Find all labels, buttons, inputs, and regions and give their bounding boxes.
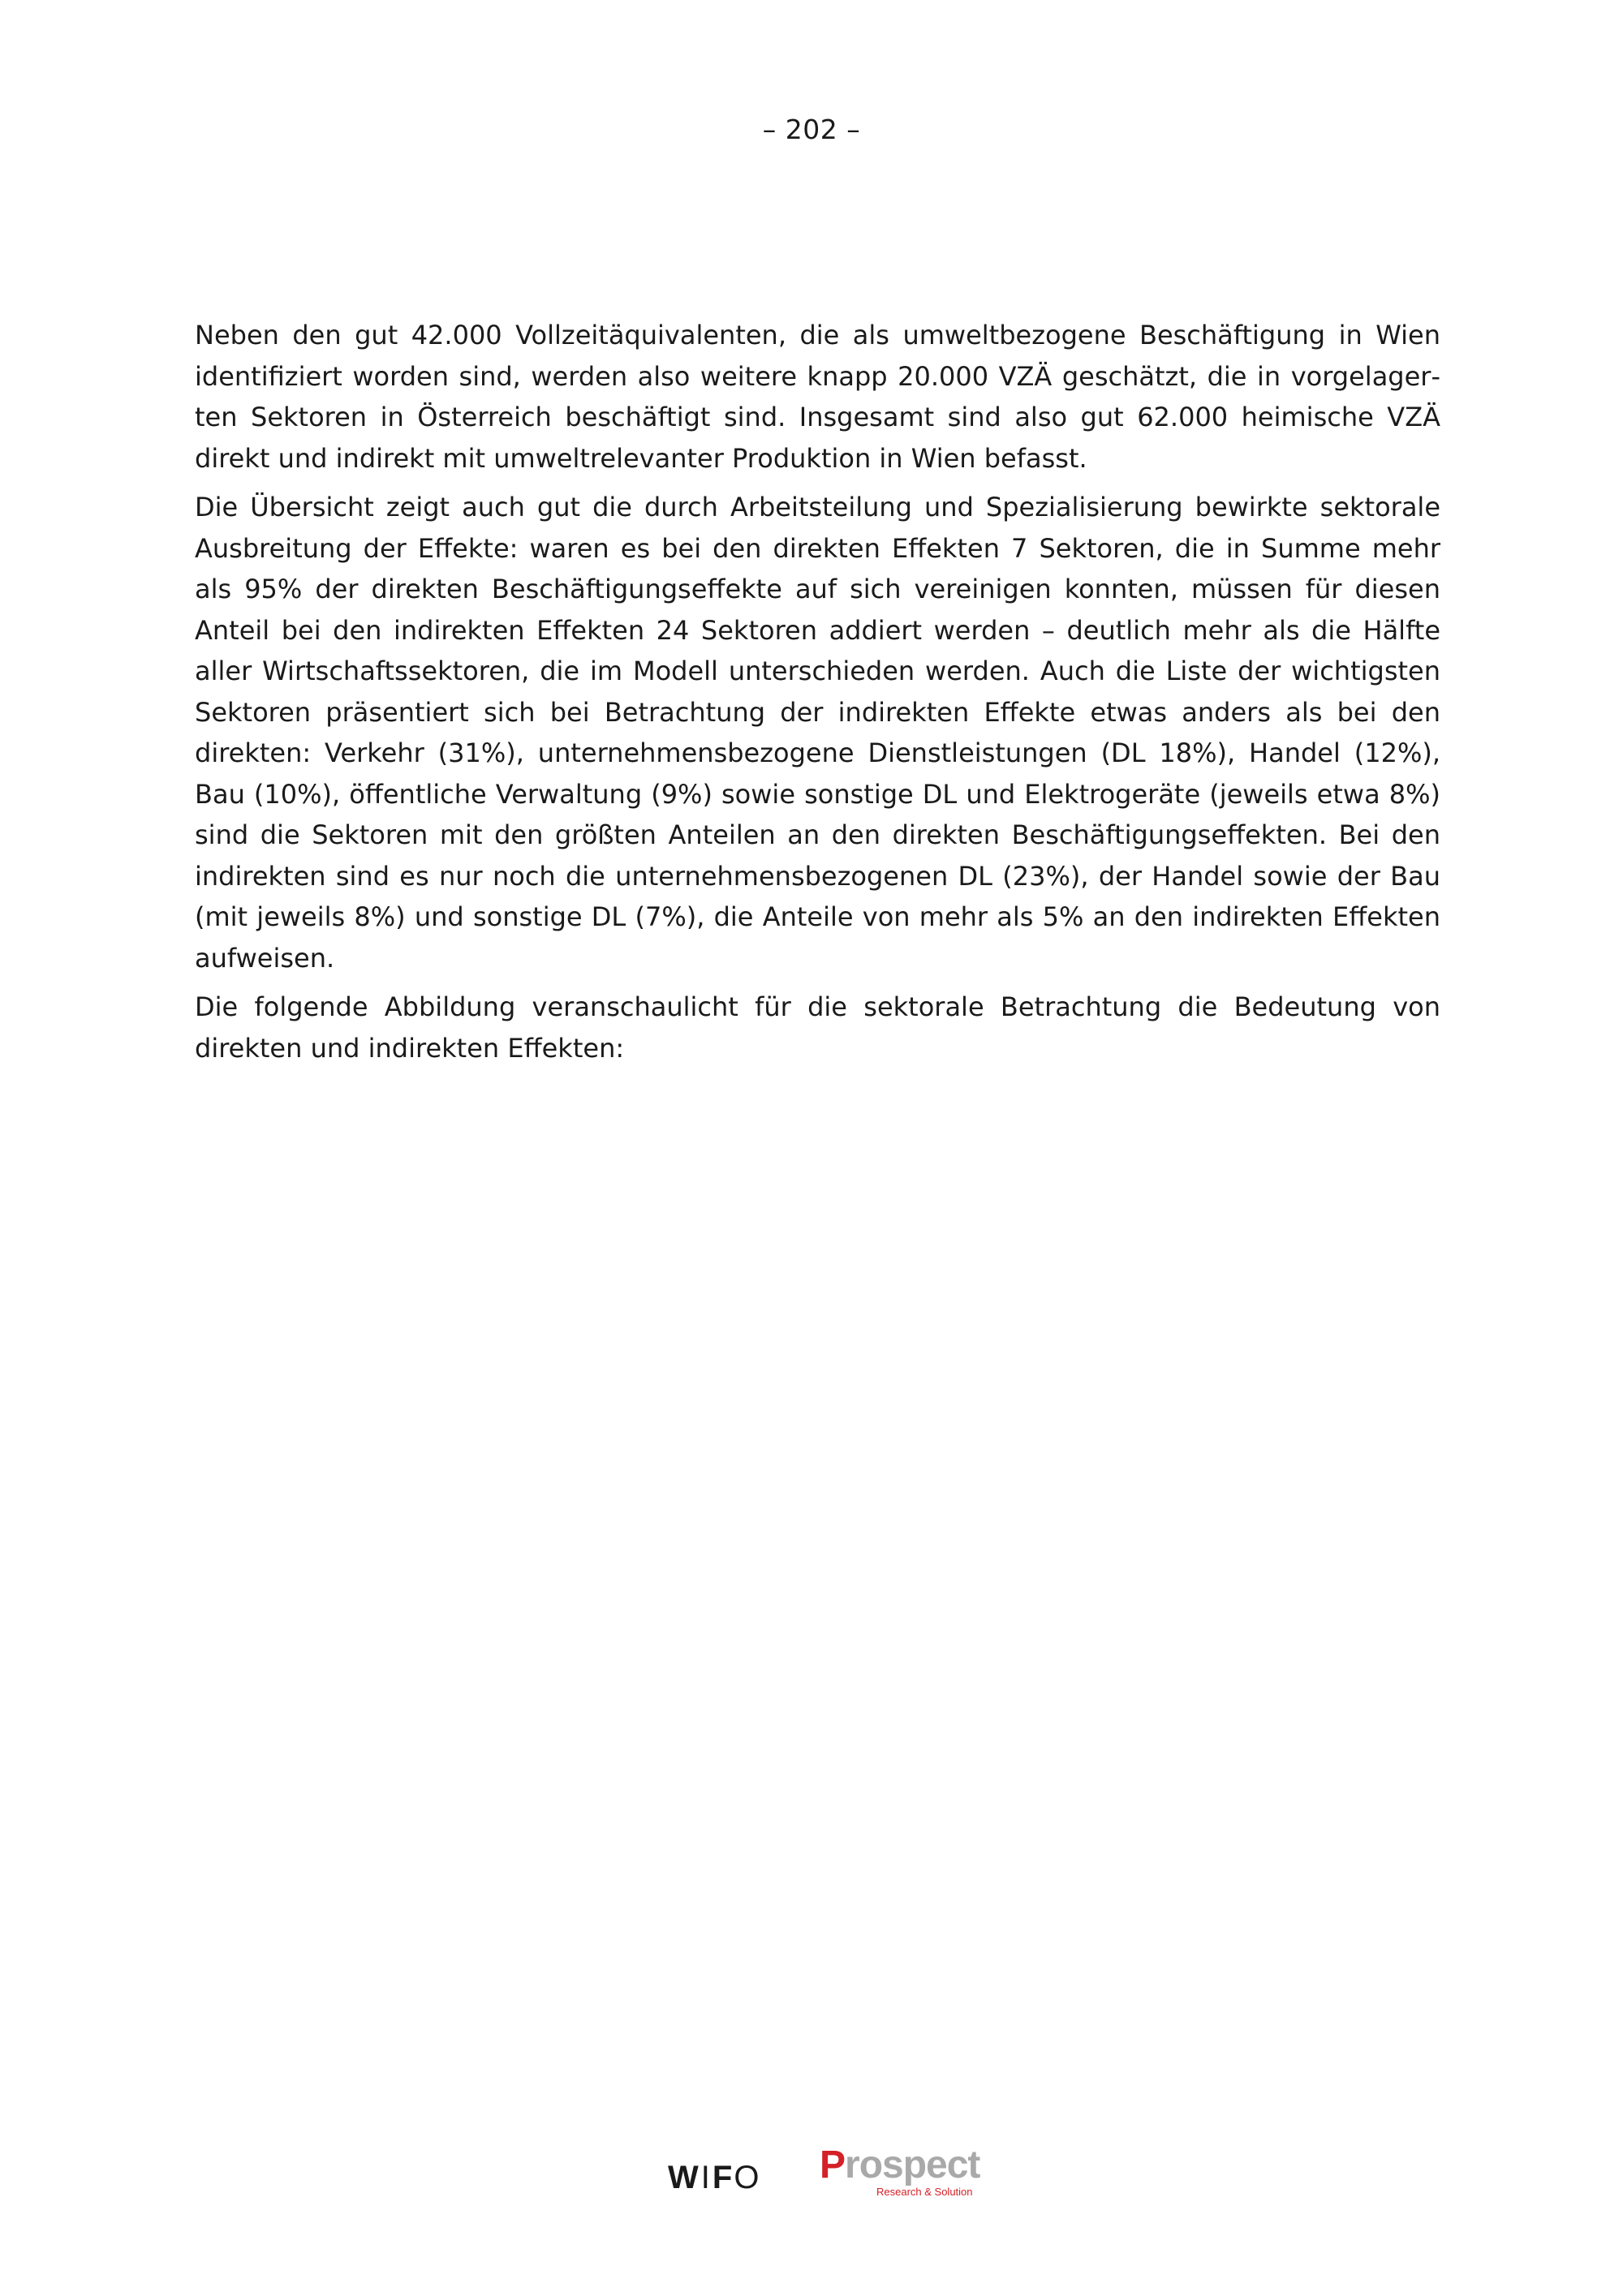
- paragraph-3: Die folgende Abbildung veranschaulicht für die sektorale Betrachtung die Bedeutung von direkten und indirekten Effekten:: [195, 991, 1440, 1064]
- paragraph-1: Neben den gut 42.000 Vollzeitäquivalenten, die als umweltbezogene Beschäftigung in Wien identifiziert worden sind, werden also weitere knapp 20.000 VZÄ geschätzt, die in vorgelagerten Sektoren in Österreich beschäftigt sind. Insgesamt sind also gut 62.000 heimische VZÄ direkt und indirekt mit umweltrelevanter Produktion in Wien befasst.: [195, 320, 1440, 474]
- wifo-logo-o: O: [734, 2160, 761, 2195]
- prospect-logo: [820, 2145, 982, 2202]
- prospect-logo-wordmark: [820, 2145, 982, 2186]
- wifo-logo: [668, 2160, 760, 2196]
- paragraph-2: Die Übersicht zeigt auch gut die durch Arbeitsteilung und Spezialisierung bewirkte sektorale Ausbreitung der Effekte: waren es bei den direkten Effekten 7 Sektoren, die in Summe mehr als 95% der direkten Beschäftigungseffekte auf sich vereinigen konnten, müssen für diesen Anteil bei den indirekten Effekten 24 Sektoren addiert werden – deutlich mehr als die Hälfte aller Wirtschaftssektoren, die im Modell unterschieden werden. Auch die Liste der wichtigsten Sektoren präsentiert sich bei Betrachtung der indirekten Effekte etwas anders als bei den direkten: Verkehr (31%), unternehmensbezogene Dienstleistungen (DL 18%), Handel (12%), Bau (10%), öffentliche Verwaltung (9%) sowie sonstige DL und Elektrogeräte (jeweils etwa 8%) sind die Sektoren mit den größten Anteilen an den direkten Beschäftigungseffekten. Bei den indirekten sind es nur noch die unternehmensbezogenen DL (23%), der Handel sowie der Bau (mit jeweils 8%) und sonstige DL (7%), die Anteile von mehr als 5% an den indirekten Effekten aufweisen.: [195, 492, 1440, 974]
- prospect-logo-initial: P: [820, 2143, 846, 2186]
- prospect-logo-tagline: Research & Solution: [876, 2186, 973, 2198]
- prospect-logo-rest: rospect: [845, 2143, 980, 2186]
- wifo-logo-f: F: [712, 2160, 734, 2195]
- wifo-logo-w: W: [668, 2160, 700, 2195]
- body-text: [195, 315, 1440, 1077]
- wifo-logo-i: I: [700, 2160, 712, 2195]
- page-number: – 202 –: [762, 114, 861, 145]
- footer: [0, 2142, 1623, 2207]
